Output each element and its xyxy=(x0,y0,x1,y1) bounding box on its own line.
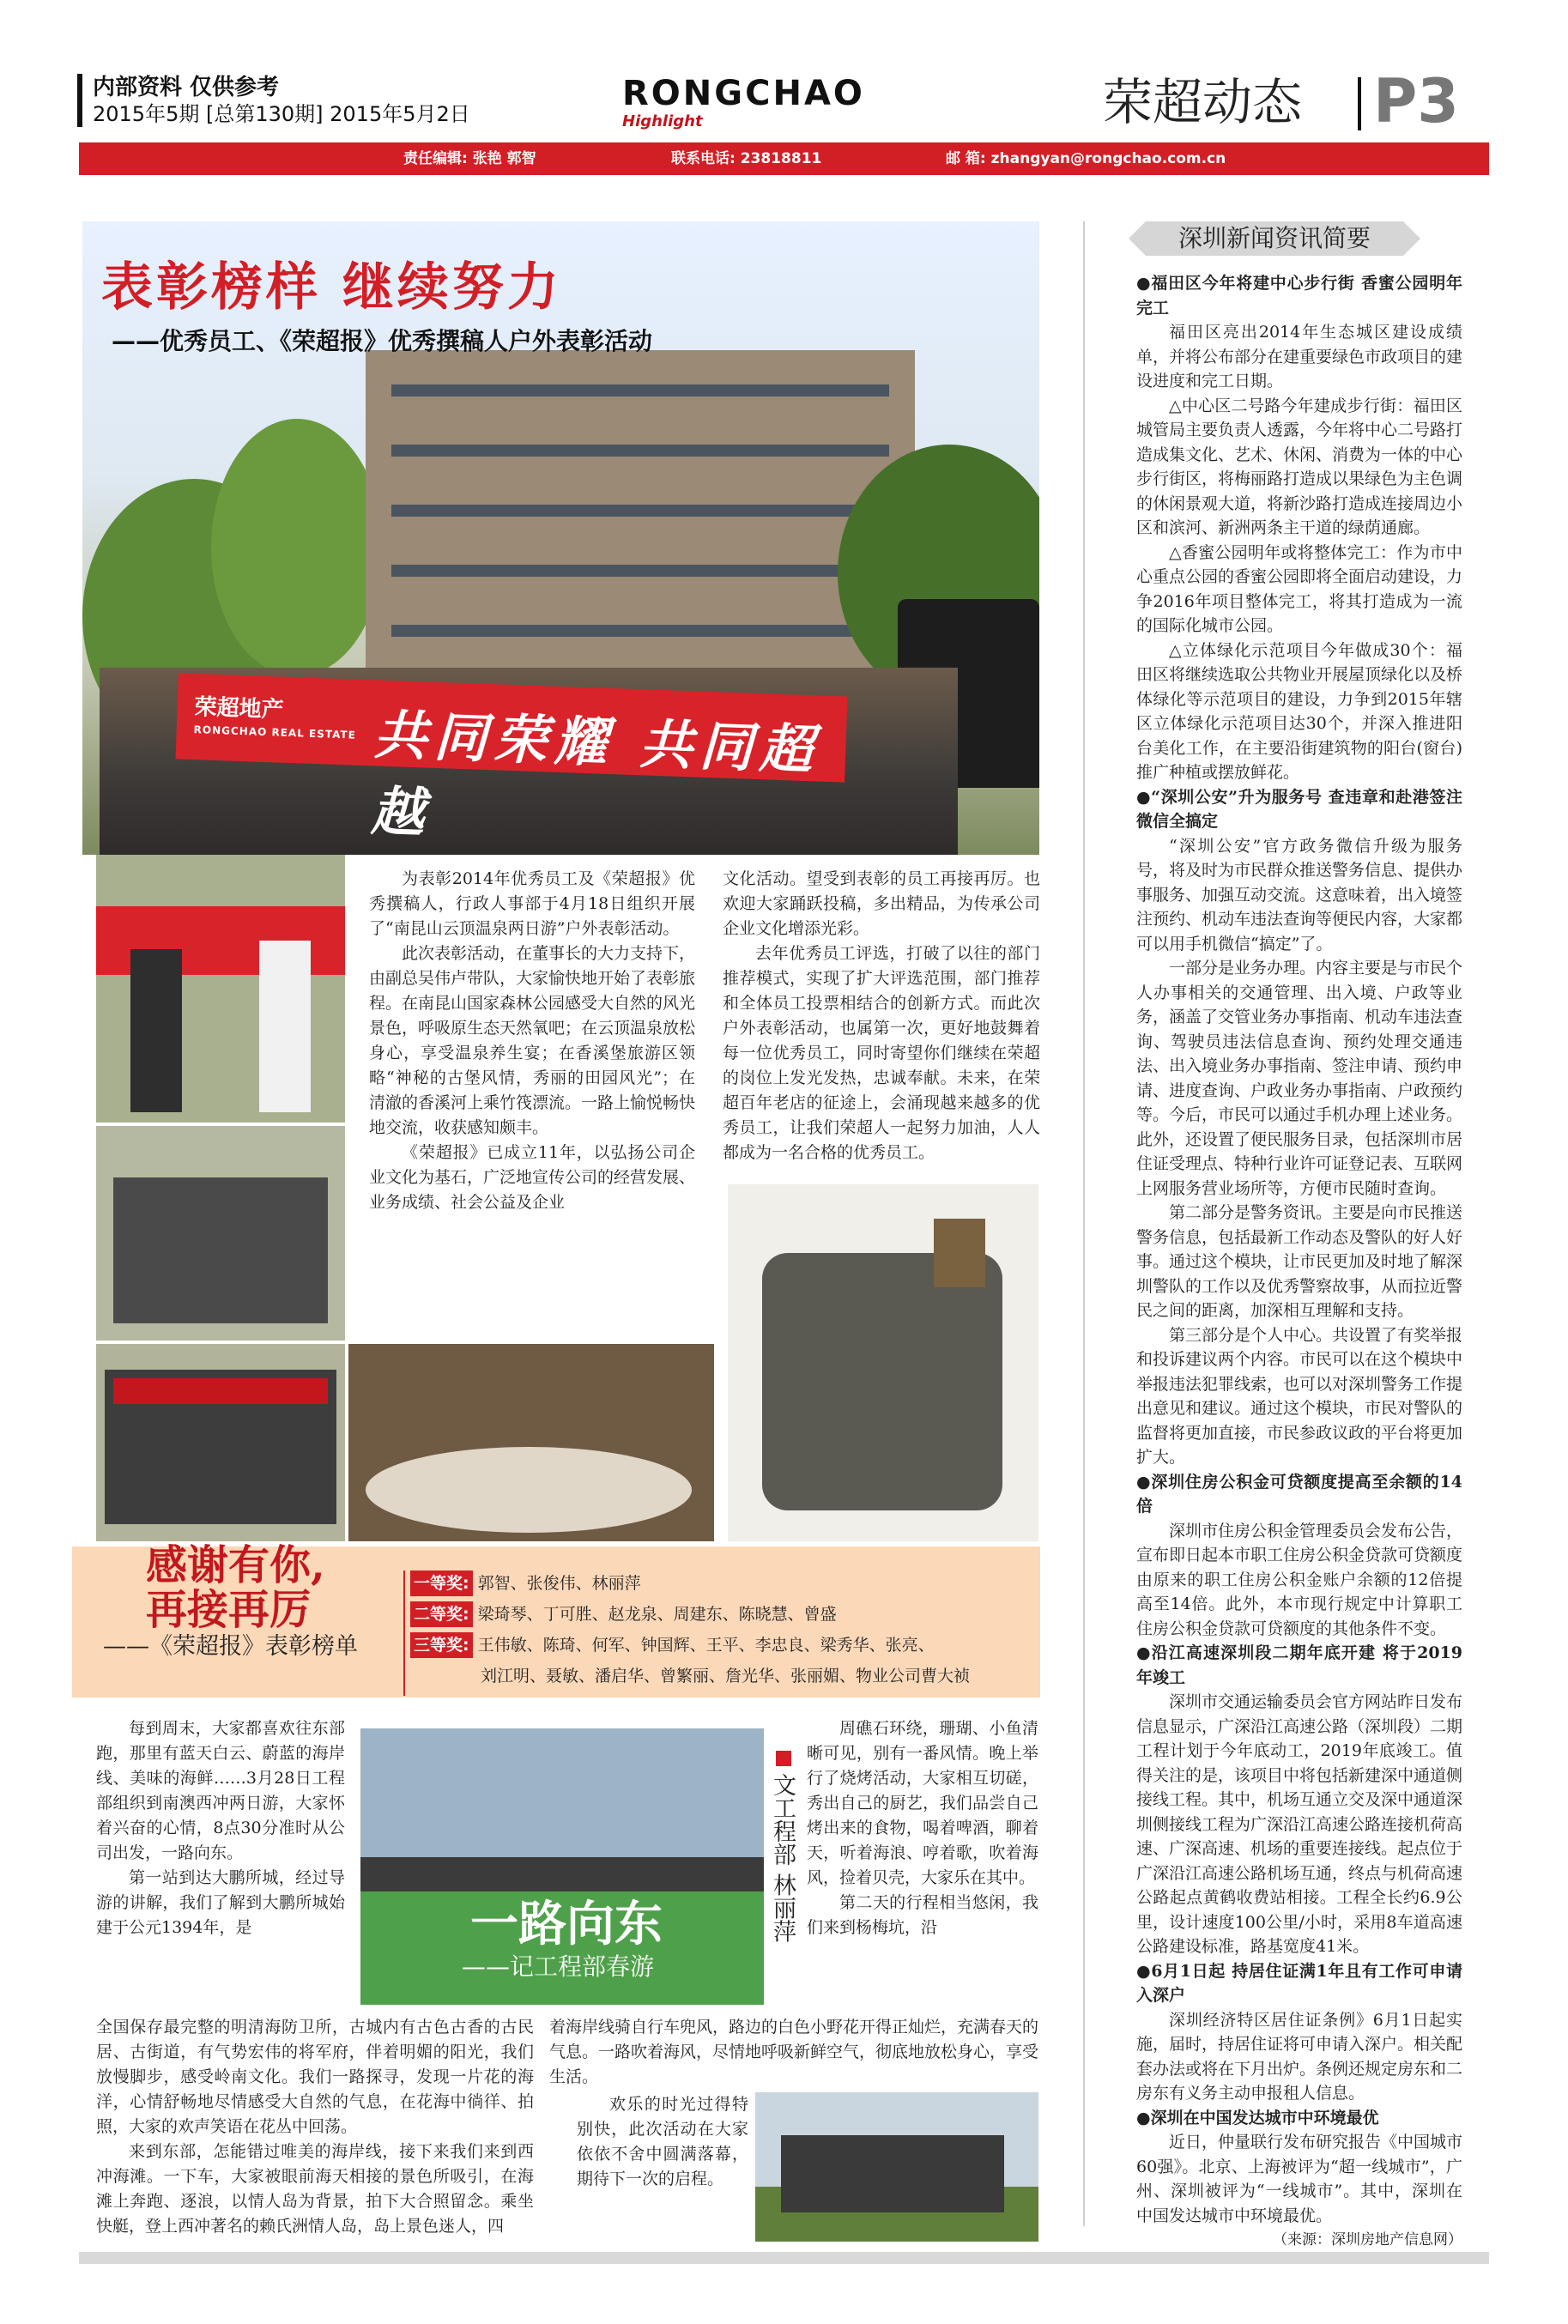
byline-marker xyxy=(776,1751,791,1766)
article1-col2: 文化活动。望受到表彰的员工再接再厉。也欢迎大家踊跃投稿，多出精品，为传承公司企业文化增添光彩。 去年优秀员工评选，打破了以往的部门推荐模式，实现了扩大评选范围，部门推荐和全体员工投票相结合的创新方式。而此次户外表彰活动，也属第一次，更好地鼓舞着每一位优秀员工，同时寄望你们继续在荣超的岗位上发光发热，忠诚奉献。未来，在荣超百年老店的征途上，会涌现越来越多的优秀员工，让我们荣超人一起努力加油，人人都成为一名合格的优秀员工。 xyxy=(723,869,1040,1162)
awards-divider xyxy=(403,1571,405,1696)
title-separator xyxy=(1358,77,1361,130)
hero-title: 表彰榜样 继续努力 xyxy=(101,257,562,318)
third-prize: 三等奖: 王伟敏、陈琦、何军、钟国辉、王平、李忠良、梁秀华、张亮、 xyxy=(410,1632,935,1658)
column-divider xyxy=(1083,221,1085,2226)
brand-name: RONGCHAO xyxy=(622,74,865,113)
news-source: （来源：深圳房地产信息网） xyxy=(1273,2231,1462,2248)
news-title: ●深圳住房公积金可贷额度提高至余额的14倍 xyxy=(1136,1472,1462,1516)
article1-col1: 为表彰2014年优秀员工及《荣超报》优秀撰稿人，行政人事部于4月18日组织开展了“南昆山云顶温泉两日游”户外表彰活动。 此次表彰活动，在董事长的大力支持下，由副总吴伟卢带队，大家愉快地开始了表彰旅程。在南昆山国家森林公园感受大自然的风光景色，呼吸原生态天然氧吧；在云顶温泉放松身心，享受温泉养生宴；在香溪堡旅游区领略“神秘的古堡风情，秀丽的田园风光”；在清澈的香溪河上乘竹筏漂流。一路上愉悦畅快地交流，收获感知颇丰。 《荣超报》已成立11年，以弘扬公司企业文化为基石，广泛地宣传公司的经营发展、业务成绩、社会公益及企业 xyxy=(369,869,696,1212)
news-title: ●6月1日起 持居住证满1年且有工作可申请入深户 xyxy=(1136,1961,1462,2005)
trip-col3: 欢乐的时光过得特别快，此次活动在大家依依不舍中圆满落幕，期待下一次的启程。 xyxy=(577,2095,748,2188)
news-title: ●深圳在中国发达城市中环境最优 xyxy=(1136,2108,1379,2127)
issue-date: 2015年5期 [总第130期] 2015年5月2日 xyxy=(93,102,470,126)
third-prize-cont: 刘江明、聂敏、潘启华、曾繁丽、詹光华、张丽媚、物业公司曹大祯 xyxy=(481,1667,971,1686)
editor-bar xyxy=(79,142,1489,175)
hero-subtitle: ——优秀员工、《荣超报》优秀撰稿人户外表彰活动 xyxy=(112,327,653,355)
brand-sub: Highlight xyxy=(622,112,703,130)
news-title: ●福田区今年将建中心步行街 香蜜公园明年完工 xyxy=(1136,274,1462,318)
news-header: 深圳新闻资讯简要 xyxy=(1146,221,1403,256)
trip-subtitle: ——记工程部春游 xyxy=(461,1952,654,1981)
company-banner: 荣超地产 RONGCHAO REAL ESTATE 共同荣耀 共同超越 xyxy=(175,673,847,782)
editor-label: 责任编辑: 张艳 郭智 xyxy=(403,150,536,167)
trip-col1: 每到周末，大家都喜欢往东部跑，那里有蓝天白云、蔚蓝的海岸线、美味的海鲜……3月28日工程部组织到南澳西冲两日游，大家怀着兴奋的心情，8点30分准时从公司出发，一路向东。 第一站到达大鹏所城，经过导游的讲解，我们了解到大鹏所城始建于公元1394年，是 xyxy=(96,1719,345,1937)
news-column: ●福田区今年将建中心步行街 香蜜公园明年完工 福田区亮出2014年生态城区建设成绩单，并将公布部分在建重要绿色市政项目的建设进度和完工日期。 △中心区二号路今年建成步行街：福田区城管局主要负责人透露，今年将中心二号路打造成集文化、艺术、休闲、消费为一体的中心步行街区，将梅丽路打造成以果绿色为主色调的休闲景观大道，将新沙路打造成连接周边小区和滨河、新洲两条主干道的绿荫通廊。 △香蜜公园明年或将整体完工：作为市中心重点公园的香蜜公园即将全面启动建设，力争2016年项目整体完工，将其打造成为一流的国际化城市公园。 △立体绿化示范项目今年做成30个：福田区将继续选取公共物业开展屋顶绿化以及桥体绿化等示范项目的建设，力争到2015年辖区立体绿化示范项目达30个，并深入推进阳台美化工作，在主要沿街建筑物的阳台(窗台)推广种植或摆放鲜花。 ●“深圳公安”升为服务号 查违章和赴港签注微信全搞定 “深圳公安”官方政务微信升级为服务号，将及时为市民群众推送警务信息、提供办事服务、加强互动交流。这意味着，出入境签注预约、机动车违法查询等便民内容，大家都可以用手机微信“搞定”了。 一部分是业务办理。内容主要是与市民个人办事相关的交通管理、出入境、户政等业务，涵盖了交管业务办事指南、机动车违法查询、驾驶员违法信息查询、预约处理交通违法、出入境业务办事指南、签注申请、预约申请、进度查询、户政业务办事指南、户政预约等。今后，市民可以通过手机办理上述业务。此外，还设置了便民服务目录，包括深圳市居住证受理点、特种行业许可证登记表、互联网上网服务营业场所等，方便市民随时查询。 第二部分是警务资讯。主要是向市民推送警务信息，包括最新工作动态及警队的好人好事。通过这个模块，让市民更加及时地了解深圳警队的工作以及优秀警察故事，从而拉近警民之间的距离，加深相互理解和支持。 第三部分是个人中心。共设置了有奖举报和投诉建议两个内容。市民可以在这个模块中举报违法犯罪线索，也可以对深圳警务工作提出意见和建议。通过这个模块，市民对警队的监督将更加直接，市民参政议政的平台将更加扩大。 ●深圳住房公积金可贷额度提高至余额的14倍 深圳市住房公积金管理委员会发布公告，宣布即日起本市职工住房公积金贷款可贷额度由原来的职工住房公积金账户余额的12倍提高至14倍。此外，本市现行规定中计算职工住房公积金贷款可贷额度的其他条件不变。 ●沿江高速深圳段二期年底开建 将于2019年竣工 深圳市交通运输委员会官方网站昨日发布信息显示，广深沿江高速公路（深圳段）二期工程计划于今年底动工，2019年底竣工。值得关注的是，该项目中将包括新建深中通道侧接线工程。其中，机场互通立交及深中通道深圳侧接线工程为广深沿江高速公路连接机荷高速、广深高速、机场的重要连接线。起点位于广深沿江高速公路机场互通，终点与机荷高速公路起点黄鹤收费站相接。工程全长约6.9公里，设计速度100公里/小时，采用8车道高速公路建设标准，路基宽度41米。 ●6月1日起 持居住证满1年且有工作可申请入深户 深圳经济特区居住证条例》6月1日起实施，届时，持居住证将可申请入深户。相关配套办法或将在下月出炉。条例还规定房东和二房东有义务主动申报租人信息。 ●深圳在中国发达城市中环境最优 近日，仲量联行发布研究报告《中国城市60强》。北京、上海被评为“超一线城市”，广州、深圳被评为“一线城市”。其中，深圳在中国发达城市中环境最优。 （来源：深圳房地产信息网） xyxy=(1136,271,1462,2253)
photo-bikes xyxy=(755,2092,1038,2242)
photo-award-2 xyxy=(96,1126,345,1341)
trip-col2-wide: 着海岸线骑自行车兜风，路边的白色小野花开得正灿烂，充满春天的气息。一路吹着海风，尽情地呼吸新鲜空气，彻底地放松身心，享受生活。 xyxy=(549,2018,1039,2086)
brand-logo xyxy=(622,74,905,130)
photo-award-1 xyxy=(96,855,345,1123)
second-prize: 二等奖: 梁琦琴、丁可胜、赵龙泉、周建东、陈晓慧、曾盛 xyxy=(410,1601,837,1627)
trip-title: 一路向东 xyxy=(470,1896,663,1952)
trip-col1-wide: 全国保存最完整的明清海防卫所，古城内有古色古香的古民居、古街道，有气势宏伟的将军府，伴着明媚的阳光，我们放慢脚步，感受岭南文化。我们一路探寻，发现一片花的海洋，心情舒畅地尽情感受大自然的气息，在花海中徜徉、拍照，大家的欢声笑语在花丛中回荡。 来到东部，怎能错过唯美的海岸线，接下来我们来到西冲海滩。一下车，大家被眼前海天相接的景色所吸引，在海滩上奔跑、逐浪，以情人岛为背景，拍下大合照留念。乘坐快艇，登上西冲著名的赖氏洲情人岛，岛上景色迷人，四 xyxy=(96,2018,534,2236)
section-title: 荣超动态 xyxy=(1103,73,1303,131)
page-number: P3 xyxy=(1373,66,1460,136)
awards-subtitle: ——《荣超报》表彰榜单 xyxy=(103,1633,358,1660)
issue-info xyxy=(77,74,539,127)
photo-award-3 xyxy=(96,1344,345,1541)
trip-byline: 文工程部 林丽萍 xyxy=(769,1751,800,1943)
photo-dinner xyxy=(348,1344,714,1541)
mail-label: 邮 箱: zhangyan@rongchao.com.cn xyxy=(946,150,1226,167)
trip-col2: 周礁石环绕，珊瑚、小鱼清晰可见，别有一番风情。晚上举行了烧烤活动，大家相互切磋，秀出自己的厨艺，我们品尝自己烤出来的食物，喝着啤酒，聊着天，听着海浪、哼着歌，吹着海风，捡着贝壳，大家乐在其中。 第二天的行程相当悠闲，我们来到杨梅坑，沿 xyxy=(807,1719,1038,1937)
news-title: ●“深圳公安”升为服务号 查违章和赴港签注微信全搞定 xyxy=(1136,787,1462,831)
phone-label: 联系电话: 23818811 xyxy=(671,150,822,167)
awards-title: 感谢有你, 再接再厉 xyxy=(146,1541,325,1634)
photo-stairs xyxy=(728,1184,1038,1541)
internal-note: 内部资料 仅供参考 xyxy=(93,75,280,100)
first-prize: 一等奖: 郭智、张俊伟、林丽萍 xyxy=(410,1571,641,1596)
news-title: ●沿江高速深圳段二期年底开建 将于2019年竣工 xyxy=(1136,1643,1462,1687)
footer-rule xyxy=(79,2252,1489,2264)
